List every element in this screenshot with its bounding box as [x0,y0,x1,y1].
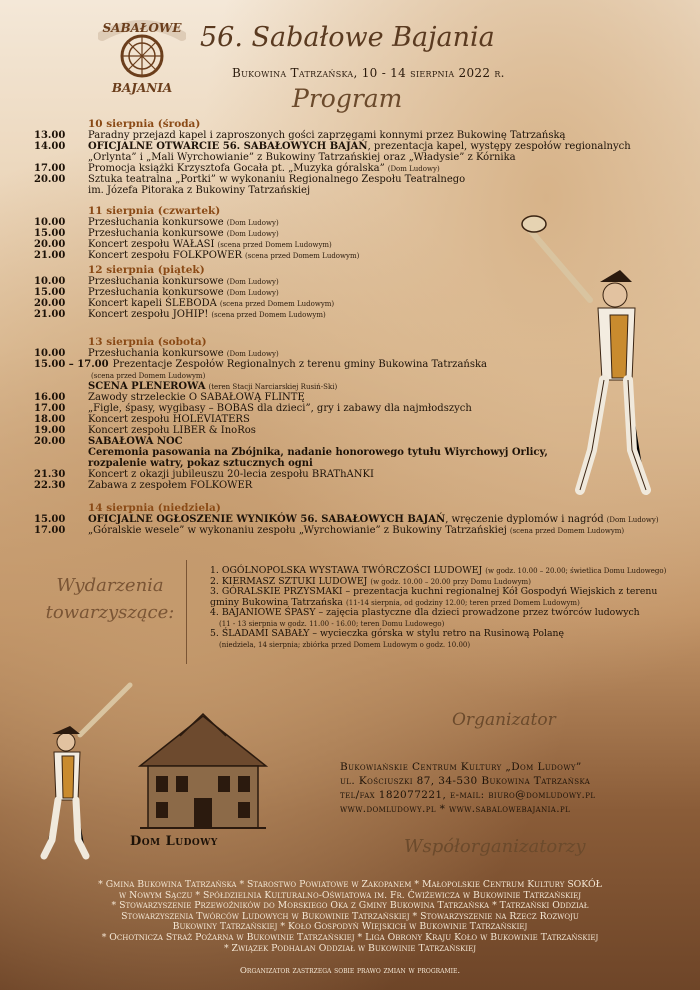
schedule-item [34,403,472,414]
schedule-highlight: SCENA PLENEROWA [88,381,206,392]
dom-ludowy-label: Dom Ludowy [130,834,218,849]
schedule-time: 17.00 [34,525,66,536]
schedule-time: 17.00 [34,163,66,174]
coorganizer-line: w Nowym Sączu * Spółdzielnia Kulturalno-Oświatowa im. Fr. Ćwiżewicza w Bukowinie Tatrzańskiej [118,889,582,901]
schedule-text: „Figle, śpasy, wygibasy – BOBAS dla dzieci”, gry i zabawy dla najmłodszych [88,403,472,414]
coorganizers-heading: Współorganizatorzy [404,836,586,857]
schedule-highlight: OFICJALNE OGŁOSZENIE WYNIKÓW 56. SABAŁOWYCH BAJAŃ [88,514,446,525]
schedule-time: 21.00 [34,309,66,320]
schedule-location: (scena przed Domem Ludowym) [217,241,332,249]
schedule-time: 13.00 [34,130,66,141]
schedule-highlight: Ceremonia pasowania na Zbójnika, nadanie honorowego tytułu Wiyrchowyj Orlicy, [88,447,548,458]
organizer-name: Bukowiańskie Centrum Kultury „Dom Ludowy” [340,761,582,773]
schedule-text: Koncert zespołu JOHIP! [88,309,209,320]
coorganizer-line: * Ochotnicza Straż Pożarna w Bukowinie Tatrzańskiej * Liga Obrony Kraju Koło w Bukowinie Tatrzańskiej [101,931,599,943]
schedule-item [34,392,305,403]
schedule-text: Sztuka teatralna „Portki” w wykonaniu Regionalnego Zespołu Teatralnego [88,174,466,185]
schedule-item [34,141,631,152]
day-heading: 11 sierpnia (czwartek) [88,205,221,217]
side-event-note: (w godz. 10.00 – 20.00 przy Domu Ludowym) [370,577,531,586]
schedule-text: , wręczenie dyplomów i nagród [445,514,604,525]
side-event-text: 4. BAJANIOWE ŚPASY – zajęcia plastyczne dla dzieci prowadzone przez twórców ludowych [210,607,640,618]
schedule-highlight: SABAŁOWA NOC [88,436,183,447]
schedule-item [34,436,183,447]
day-heading: 13 sierpnia (sobota) [88,336,207,348]
logo-text-bottom: BAJANIA [111,81,173,95]
schedule-item [34,185,310,196]
schedule-text: Przesłuchania konkursowe [88,287,224,298]
side-event-item [210,640,470,651]
schedule-location: (Dom Ludowy) [226,289,279,297]
schedule-time: 10.00 [34,217,66,228]
schedule-time: 15.00 [34,228,66,239]
schedule-location: (Dom Ludowy) [226,230,279,238]
schedule-location: (teren Stacji Narciarskiej Rusiń-Ski) [208,383,338,391]
schedule-time: 21.30 [34,469,66,480]
schedule-highlight: rozpalenie watry, pokaz sztucznych ogni [88,458,313,469]
schedule-time: 16.00 [34,392,66,403]
schedule-time: 10.00 [34,348,66,359]
schedule-location: (scena przed Domem Ludowym) [509,527,625,535]
schedule-text: Zawody strzeleckie O SABAŁOWĄ FLINTĘ [88,392,305,403]
trombita-player-illustration [520,200,660,500]
schedule-text: Paradny przejazd kapel i zaproszonych gości zaprzęgami konnymi przez Bukowinę Tatrzańską [88,130,566,141]
schedule-time: 15.00 [34,287,66,298]
schedule-text: „Orlynta” i „Mali Wyrchowianie” z Bukowiny Tatrzańskiej oraz „Władysie” z Kórnika [88,152,516,163]
schedule-text: Koncert zespołu LIBER & InoRos [88,425,256,436]
schedule-item [34,525,624,537]
logo-text-top: SABAŁOWE [102,21,182,35]
side-events-title-1: Wydarzenia [56,575,164,596]
schedule-location: (Dom Ludowy) [387,165,440,173]
schedule-item [34,309,326,321]
schedule-text: Koncert z okazji jubileuszu 20-lecia zespołu BRAThANKI [88,469,374,480]
organizer-contact: tel/fax 182077221, e-mail: biuro@domludowy.pl [340,789,596,801]
schedule-time: 20.00 [34,174,66,185]
side-event-text: 2. KIERMASZ SZTUKI LUDOWEJ [210,575,368,587]
side-event-text: 5. ŚLADAMI SABAŁY – wycieczka górska w stylu retro na Rusinową Polanę [210,628,565,639]
schedule-text: im. Józefa Pitoraka z Bukowiny Tatrzańskiej [88,185,311,196]
schedule-item [34,447,548,458]
organizer-address: ul. Kościuszki 87, 34-530 Bukowina Tatrzańska [340,775,591,787]
schedule-text: Przesłuchania konkursowe [88,276,224,287]
schedule-text: Prezentacje Zespołów Regionalnych z terenu gminy Bukowina Tatrzańska [112,359,488,370]
schedule-item [34,174,465,185]
schedule-text: Przesłuchania konkursowe [88,228,224,239]
schedule-text: Promocja książki Krzysztofa Gocała pt. „Muzyka góralska” [88,163,385,174]
schedule-time: 21.00 [34,250,66,261]
schedule-time: 10.00 [34,276,66,287]
schedule-time: 18.00 [34,414,66,425]
schedule-time: 20.00 [34,298,66,309]
side-event-text: 1. OGÓLNOPOLSKA WYSTAWA TWÓRCZOŚCI LUDOWEJ [210,565,483,576]
schedule-time: 22.30 [34,480,66,491]
schedule-location: (scena przed Domem Ludowym) [219,300,335,308]
side-event-item [210,608,640,619]
schedule-time: 20.00 [34,436,66,447]
schedule-time: 14.00 [34,141,66,152]
festival-title: 56. Sabałowe Bajania [200,22,495,53]
side-events-heading [30,572,190,626]
festival-logo [98,12,186,96]
side-events-divider [186,560,187,664]
coorganizer-line: Stowarzyszenia Twórców Ludowych w Bukowinie Tatrzańskiej * Stowarzyszenie na Rzecz Rozwoju [121,910,579,922]
schedule-text: Zabawa z zespołem FOLKOWER [88,480,253,491]
organizer-details [340,760,595,816]
schedule-item [34,359,487,370]
schedule-item [34,152,516,163]
day-heading: 14 sierpnia (niedziela) [88,502,221,514]
schedule-time: 15.00 [34,514,66,525]
schedule-item [34,414,250,425]
side-event-item [210,629,564,640]
schedule-text: „Góralskie wesele” w wykonaniu zespołu „Wyrchowianie” z Bukowiny Tatrzańskiej [88,525,507,536]
schedule-item [34,469,374,480]
organizer-heading: Organizator [452,710,556,730]
coorganizer-line: * Gmina Bukowina Tatrzańska * Starostwo Powiatowe w Zakopanem * Małopolskie Centrum Kultury SOKÓŁ [98,879,602,890]
side-event-note: (w godz. 10.00 – 20.00; świetlica Domu Ludowego) [485,567,667,575]
schedule-time: 15.00 – 17.00 [34,359,109,370]
day-heading: 12 sierpnia (piątek) [88,264,205,276]
schedule-item [34,480,252,491]
schedule-location: (Dom Ludowy) [226,219,279,227]
schedule-location: (Dom Ludowy) [226,350,279,358]
second-trombita-player-illustration [30,680,140,860]
coorganizer-line: * Związek Podhalan Oddział w Bukowinie Tatrzańskiej [223,942,477,954]
schedule-location: (scena przed Domem Ludowym) [211,311,326,319]
schedule-item [34,250,359,262]
side-event-note: (11 - 13 sierpnia w godz. 11.00 - 16.00; teren Domu Ludowego) [219,619,445,628]
side-event-note: (niedziela, 14 sierpnia; zbiórka przed Domem Ludowym o godz. 10.00) [219,640,471,649]
coorganizer-line: Bukowiny Tatrzańskiej * Koło Gospodyń Wiejskich w Bukowinie Tatrzańskiej [172,921,528,933]
schedule-text: Koncert zespołu FOLKPOWER [88,250,243,261]
schedule-location: (scena przed Domem Ludowym) [91,372,206,380]
schedule-item [34,458,313,469]
schedule-item [34,425,256,436]
festival-dates: Bukowina Tatrzańska, 10 - 14 sierpnia 2022 r. [232,66,505,80]
schedule-text: Koncert zespołu HOLEVIATERS [88,414,250,425]
side-event-text: gminy Bukowina Tatrzańska [210,596,343,608]
schedule-time: 17.00 [34,403,66,414]
side-events-title-2: towarzyszące: [45,602,175,623]
schedule-text: Koncert zespołu WAŁASI [88,239,215,250]
organizer-websites: www.domludowy.pl * www.sabalowebajania.pl [340,803,571,815]
schedule-location: (Dom Ludowy) [606,516,659,524]
schedule-time: 19.00 [34,425,66,436]
side-event-text: 3. GÓRALSKIE PRZYSMAKI – prezentacja kuchni regionalnej Kół Gospodyń Wiejskich z terenu [210,586,658,597]
coorganizers-list [20,880,680,954]
day-heading: 10 sierpnia (środa) [88,118,201,130]
schedule-time: 20.00 [34,239,66,250]
schedule-item [34,130,565,141]
schedule-highlight: OFICJALNE OTWARCIE 56. SABAŁOWYCH BAJAŃ [88,141,368,152]
schedule-text: Przesłuchania konkursowe [88,217,224,228]
schedule-text: , prezentacja kapel, występy zespołów regionalnych [367,141,631,152]
coorganizer-line: * Stowarzyszenie Przewoźników do Morskiego Oka z Gminy Bukowina Tatrzańska * Tatrzański Oddział [111,900,589,912]
schedule-text: Koncert kapeli ŚLEBODA [88,298,217,309]
program-heading: Program [292,84,403,113]
schedule-text: Przesłuchania konkursowe [88,348,224,359]
side-event-note: (11-14 sierpnia, od godziny 12.00; teren przed Domem Ludowym) [345,598,580,607]
schedule-location: (scena przed Domem Ludowym) [245,252,360,260]
schedule-location: (Dom Ludowy) [226,278,279,286]
footer-disclaimer: Organizator zastrzega sobie prawo zmian w programie. [239,966,461,976]
